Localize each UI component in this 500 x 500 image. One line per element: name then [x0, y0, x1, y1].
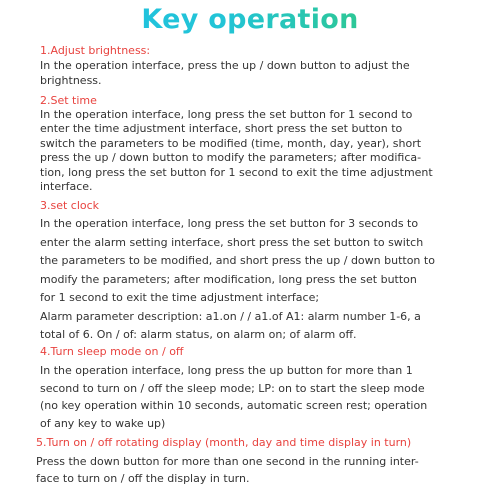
section-2-heading: 2.Set time — [40, 94, 97, 107]
section-3-heading: 3.set clock — [40, 199, 100, 212]
section-1-body: In the operation interface, press the up / down button to adjust the brightness. — [40, 59, 410, 87]
section-1-heading: 1.Adjust brightness: — [40, 44, 151, 57]
section-4-body: In the operation interface, long press the up button for more than 1 second to turn on / off the sleep mode; LP: on to start the sleep mode (no key operation within 10 seconds, automatic screen rest; operation of any key to wake up) — [40, 364, 428, 430]
section-5-body: Press the down button for more than one second in the running inter- face to turn on / off the display in turn. — [36, 455, 419, 485]
section-5-heading: 5.Turn on / off rotating display (month, day and time display in turn) — [36, 436, 412, 449]
page-title: Key operation — [0, 4, 500, 35]
section-4-heading: 4.Turn sleep mode on / off — [40, 345, 184, 358]
section-3-body: In the operation interface, long press the set button for 3 seconds to enter the alarm setting interface, short press the set button to switch the parameters to be modified, and short press the up / down button to modify the parameters; after modification, long press the set button for 1 second to exit the time adjustment interface; Alarm parameter description: a1.on / / a1.of A1: alarm number 1-6, a total of 6. On / of: alarm status, on alarm on; of alarm off. — [40, 217, 435, 341]
section-2-body: In the operation interface, long press the set button for 1 second to enter the time adjustment interface, short press the set button to switch the parameters to be modified (time, month, day, year), short press the up / down button to modify the parameters; after modifica- tion, long press the set button for 1 second to exit the time adjustment interface. — [40, 108, 433, 194]
